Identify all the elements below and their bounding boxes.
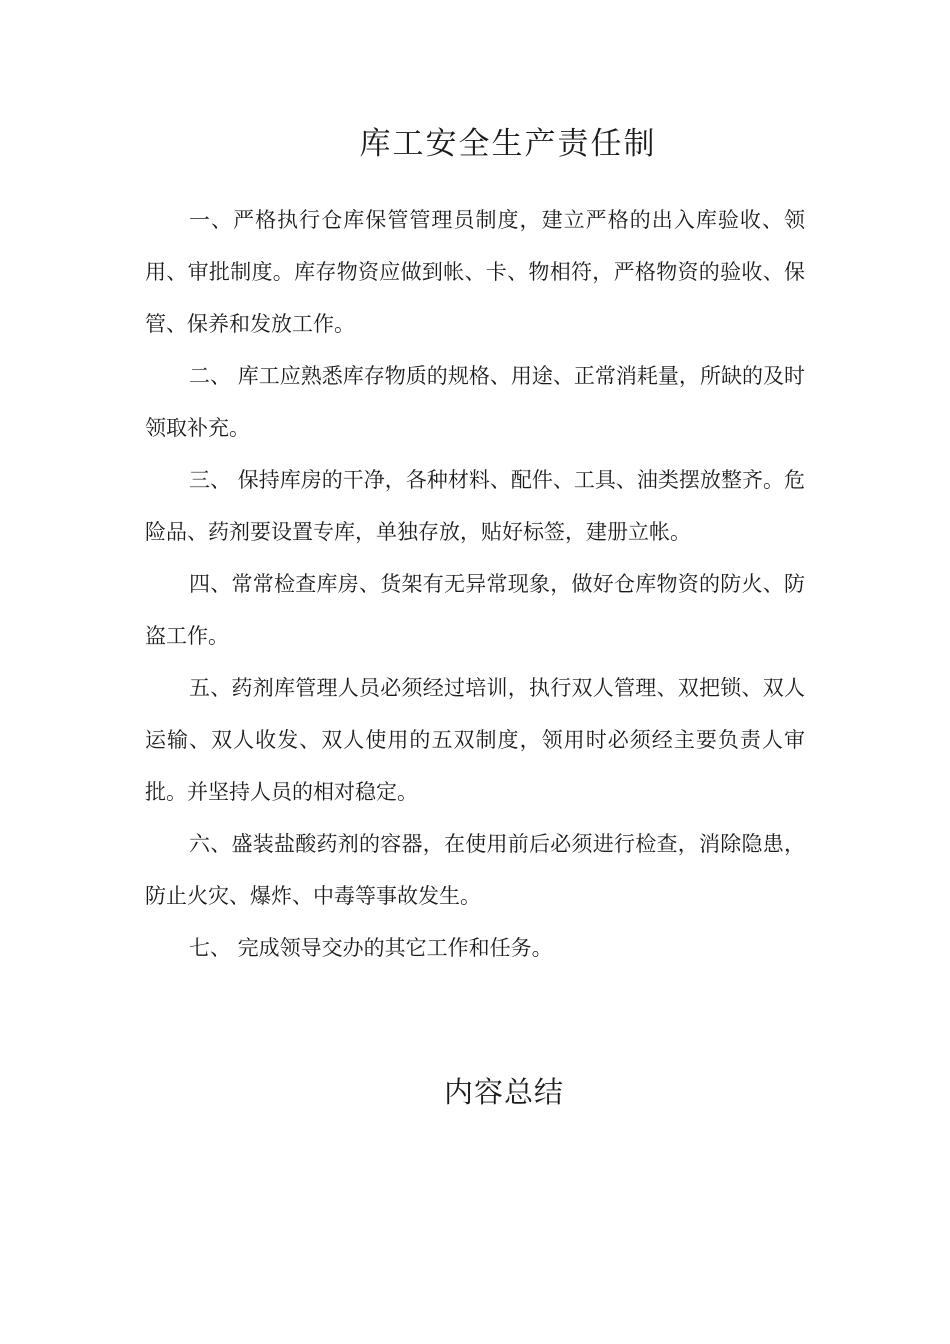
paragraph-7: 七、 完成领导交办的其它工作和任务。 bbox=[189, 936, 553, 960]
paragraph-2: 二、 库工应熟悉库存物质的规格、用途、正常消耗量，所缺的及时领取补充。 bbox=[145, 364, 805, 440]
summary-heading: 内容总结 bbox=[443, 1075, 564, 1109]
paragraph-1: 一、严格执行仓库保管管理员制度，建立严格的出入库验收、领用、审批制度。库存物资应做到帐、卡、物相符，严格物资的验收、保管、保养和发放工作。 bbox=[145, 208, 805, 336]
paragraph-5: 五、药剂库管理人员必须经过培训，执行双人管理、双把锁、双人运输、双人收发、双人使用的五双制度，领用时必须经主要负责人审批。并坚持人员的相对稳定。 bbox=[145, 676, 805, 804]
paragraph-4: 四、常常检查库房、货架有无异常现象，做好仓库物资的防火、防盗工作。 bbox=[145, 572, 805, 648]
document-title: 库工安全生产责任制 bbox=[359, 126, 657, 162]
document-body bbox=[145, 194, 805, 974]
paragraph-6: 六、盛装盐酸药剂的容器，在使用前后必须进行检查，消除隐患，防止火灾、爆炸、中毒等事故发生。 bbox=[145, 832, 805, 908]
paragraph-3: 三、 保持库房的干净，各种材料、配件、工具、油类摆放整齐。危险品、药剂要设置专库，单独存放，贴好标签，建册立帐。 bbox=[145, 468, 805, 544]
